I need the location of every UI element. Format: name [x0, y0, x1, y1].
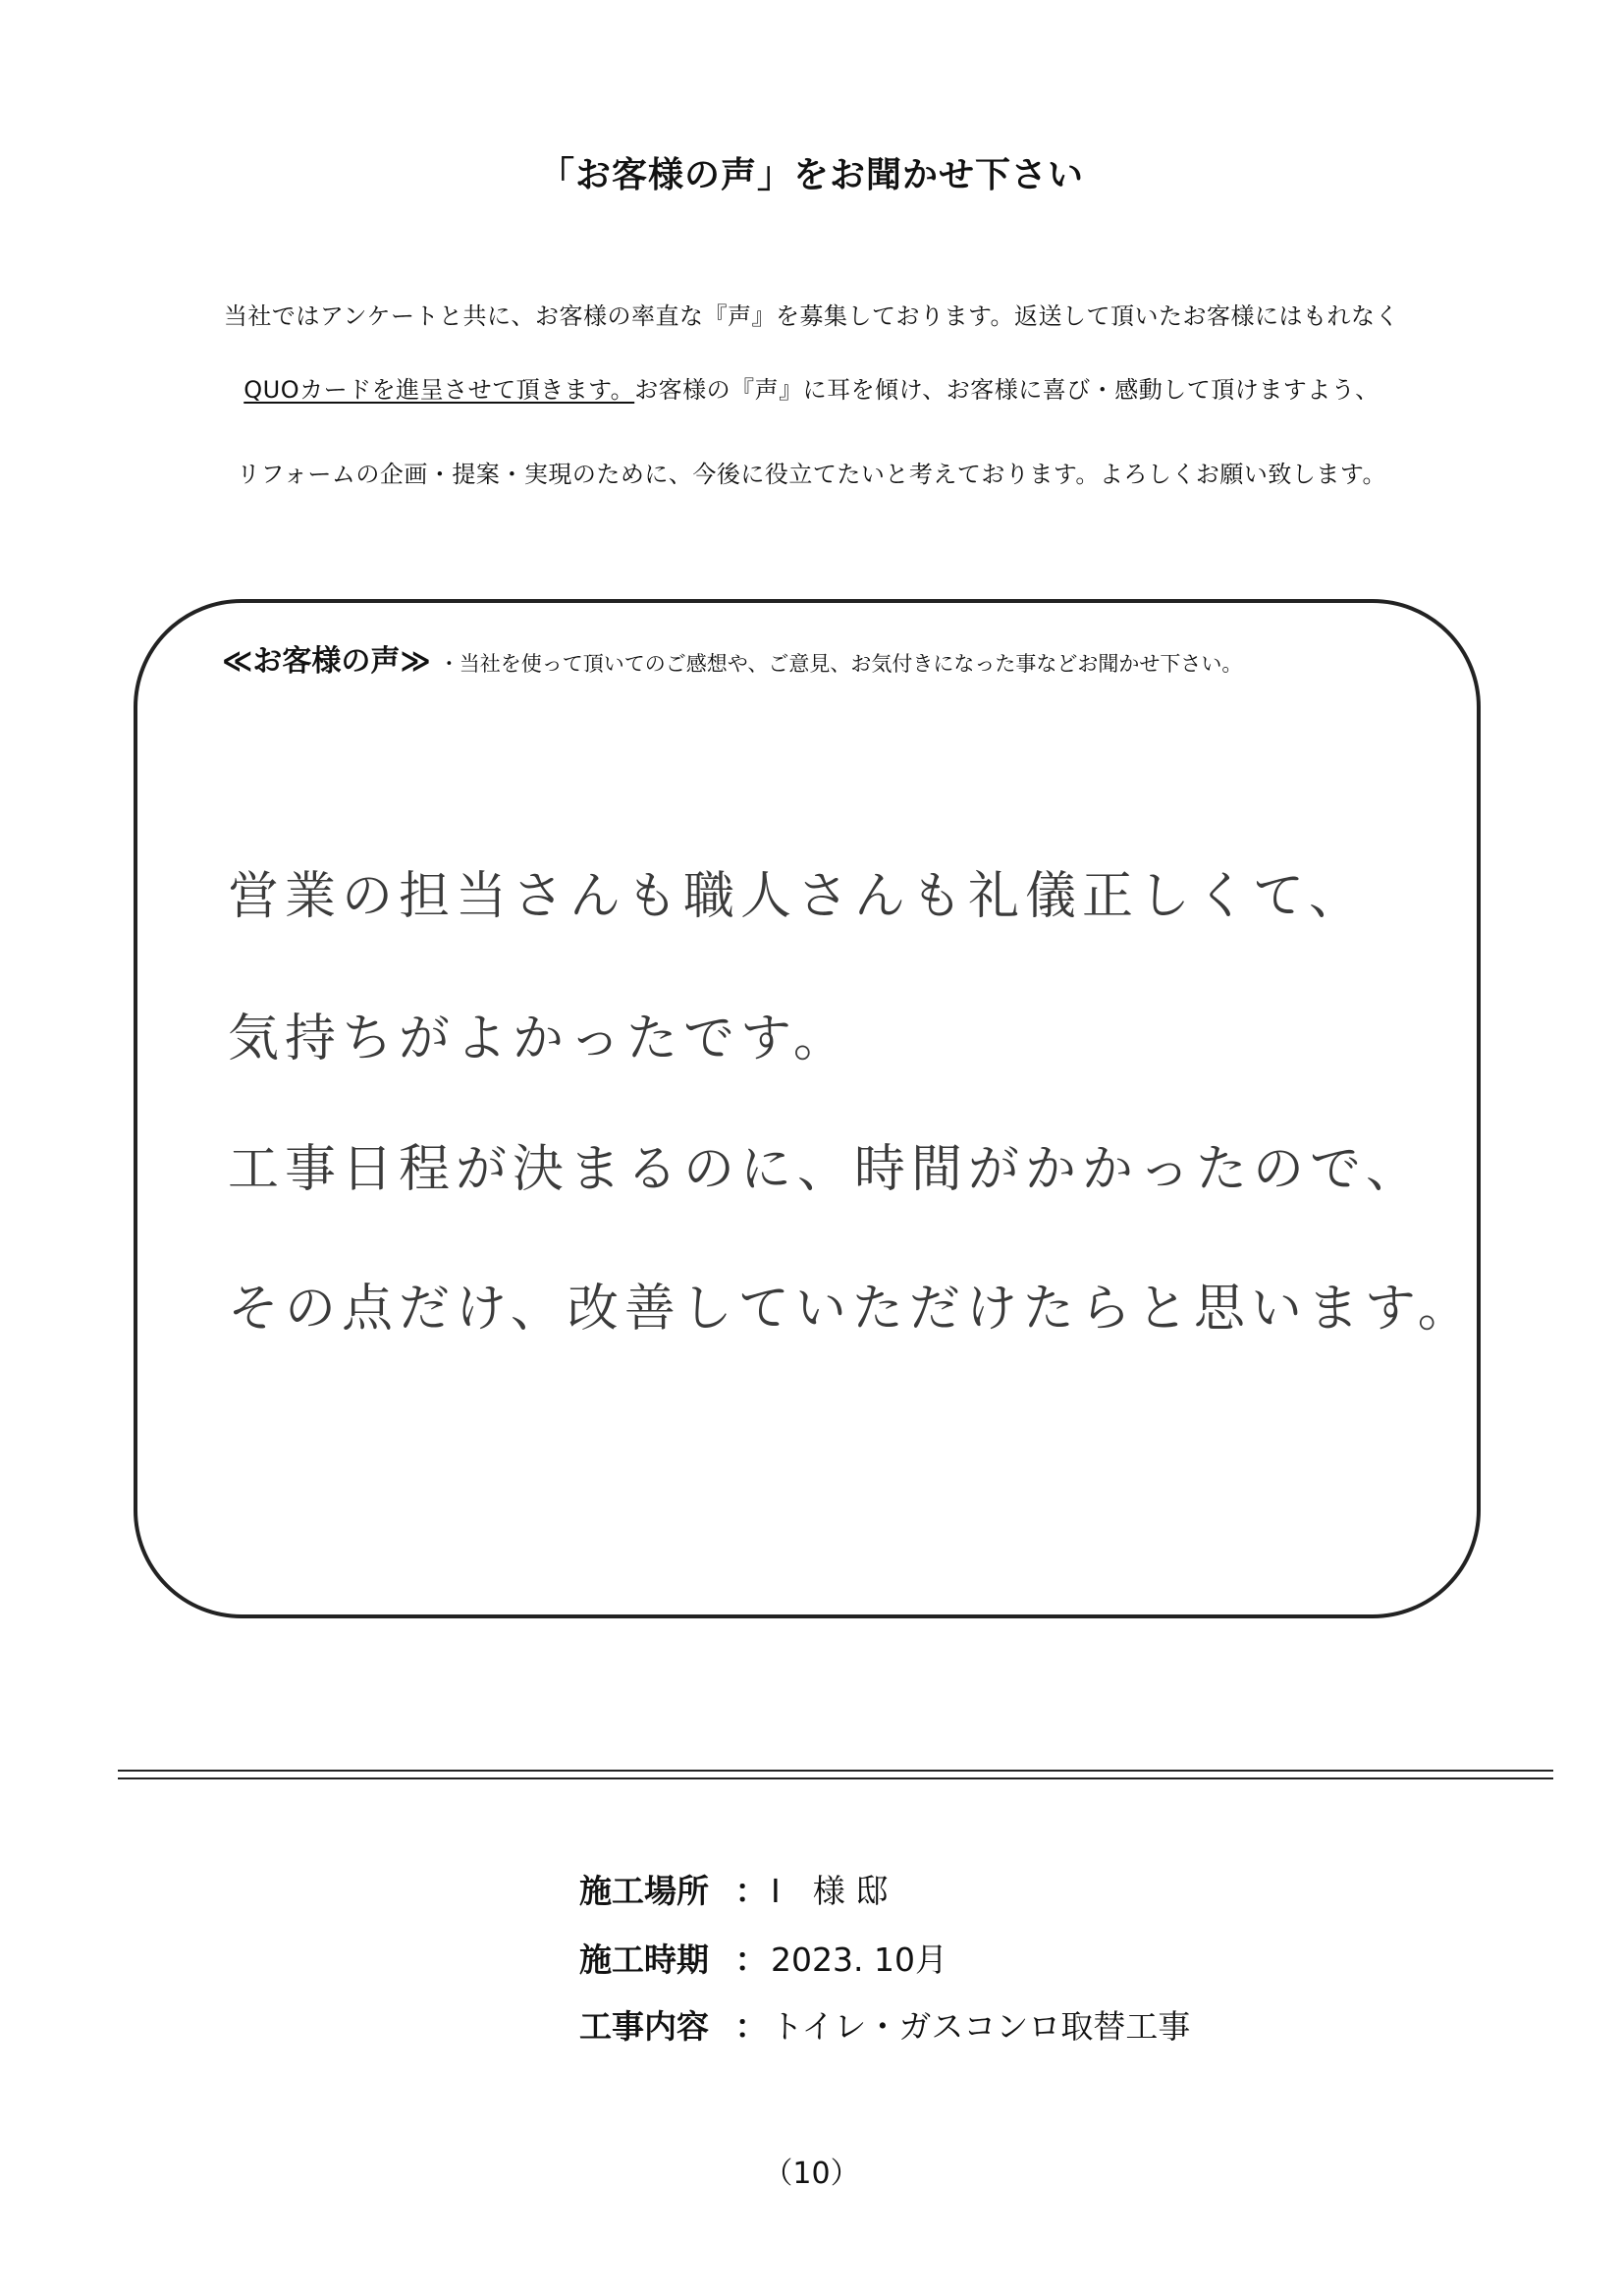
period-label: 施工時期 [579, 1941, 709, 1979]
intro-line-2 [0, 370, 1623, 405]
quo-card-offer: QUOカードを進呈させて頂きます。 [243, 376, 635, 404]
page-number: （10） [763, 2157, 860, 2191]
content-label: 工事内容 [579, 2007, 709, 2046]
location-label: 施工場所 [579, 1872, 709, 1910]
handwritten-line-4: その点だけ、改善していただけたらと思います。 [228, 1280, 1475, 1339]
content-value: トイレ・ガスコンロ取替工事 [771, 2007, 1191, 2046]
intro-line-2-rest: お客様の『声』に耳を傾け、お客様に喜び・感動して頂けますよう、 [634, 376, 1380, 404]
customer-voice-box [134, 599, 1481, 1618]
content-separator: ： [734, 2007, 768, 2046]
voice-header [222, 636, 1242, 680]
info-location [579, 1866, 888, 1912]
handwritten-line-1: 営業の担当さんも職人さんも礼儀正しくて、 [228, 867, 1366, 926]
location-separator: ： [734, 1872, 768, 1910]
period-separator: ： [734, 1941, 768, 1979]
page-title: 「お客様の声」をお聞かせ下さい [538, 155, 1084, 195]
voice-prompt: ・当社を使って頂いてのご感想や、ご意見、お気付きになった事などお聞かせ下さい。 [438, 652, 1243, 676]
intro-line-1: 当社ではアンケートと共に、お客様の率直な『声』を募集しております。返送して頂いたお客様にはもれなく [223, 302, 1400, 330]
divider-bottom [118, 1777, 1553, 1779]
period-value: 2023. 10月 [771, 1941, 947, 1979]
voice-heading: ≪お客様の声≫ [222, 644, 431, 679]
intro-line-3: リフォームの企画・提案・実現のために、今後に役立てたいと考えております。よろしくお願い致します。 [237, 461, 1386, 488]
handwritten-line-3: 工事日程が決まるのに、時間がかかったので、 [228, 1140, 1423, 1199]
handwritten-line-2: 気持ちがよかったです。 [228, 1010, 850, 1068]
divider-top [118, 1770, 1553, 1772]
info-content [579, 2001, 1190, 2048]
info-period [579, 1935, 947, 1981]
location-value: I 様 邸 [771, 1872, 889, 1910]
